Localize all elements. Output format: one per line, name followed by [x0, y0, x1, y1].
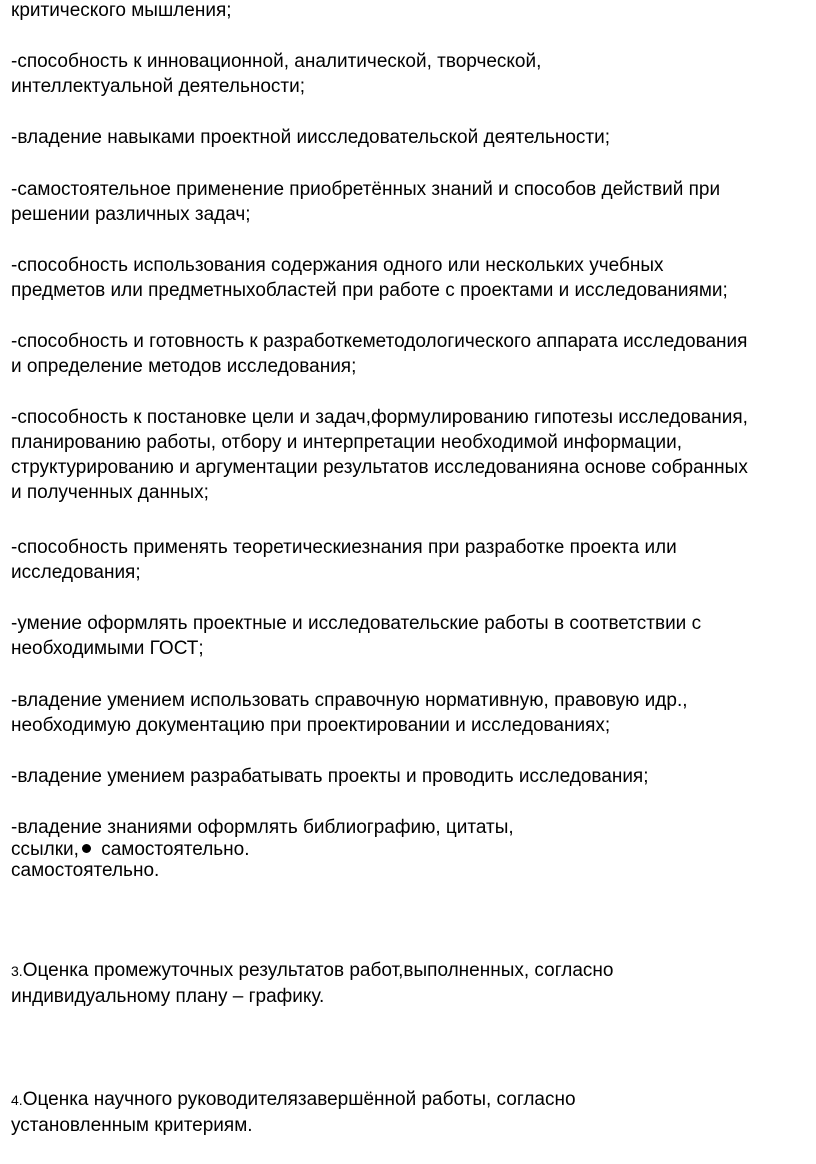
text-line: -владение навыками проектной иисследовательской деятельности;	[11, 127, 611, 148]
item-4-supervisor-assessment	[11, 1087, 811, 1138]
text-line: интеллектуальной деятельности;	[11, 76, 306, 97]
text-line: решении различных задач;	[11, 204, 251, 225]
paragraph-knowledge-application	[11, 177, 811, 227]
paragraph-critical-thinking	[11, 0, 811, 23]
text-line: Оценка научного руководителязавершённой работы, согласно	[22, 1089, 576, 1110]
paragraph-subject-content	[11, 253, 811, 303]
paragraph-goal-setting	[11, 405, 811, 505]
paragraph-project-development	[11, 764, 811, 789]
text-line: -владение умением разрабатывать проекты и проводить исследования;	[11, 766, 649, 787]
text-line: индивидуальному плану – графику.	[11, 986, 325, 1007]
text-line: планированию работы, отбору и интерпретации необходимой информации,	[11, 432, 683, 453]
paragraph-theory-application	[11, 535, 811, 585]
text-line: критического мышления;	[11, 0, 232, 21]
text-line: установленным критериям.	[11, 1115, 253, 1136]
text-line: предметов или предметныхобластей при работе с проектами и исследованиями;	[11, 280, 728, 301]
text-line: -владение умением использовать справочную нормативную, правовую идр.,	[11, 690, 688, 711]
text-line: -способность к инновационной, аналитической, творческой,	[11, 51, 542, 72]
item-number: 3.	[11, 963, 23, 979]
text-fragment: самостоятельно.	[95, 839, 250, 860]
text-line: необходимыми ГОСТ;	[11, 638, 204, 659]
paragraph-gost-formatting	[11, 611, 811, 661]
paragraph-innovation-ability	[11, 49, 811, 99]
item-number: 4.	[11, 1092, 23, 1108]
paragraph-bibliography	[11, 816, 811, 881]
text-line: Оценка промежуточных результатов работ,выполненных, согласно	[22, 960, 614, 981]
text-line: самостоятельно.	[11, 860, 160, 881]
text-line: -самостоятельное применение приобретённых знаний и способов действий при	[11, 179, 721, 200]
paragraph-methodology	[11, 329, 811, 379]
text-line: и определение методов исследования;	[11, 356, 357, 377]
text-line: -способность к постановке цели и задач,формулированию гипотезы исследования,	[11, 407, 748, 428]
bullet-dot-icon	[82, 844, 91, 853]
text-line: и полученных данных;	[11, 482, 209, 503]
text-line: структурированию и аргументации результатов исследованияна основе собранных	[11, 457, 748, 478]
text-line: -владение знаниями оформлять библиографию, цитаты,	[11, 817, 514, 838]
paragraph-reference-docs	[11, 688, 811, 738]
text-line: -способность использования содержания одного или нескольких учебных	[11, 255, 664, 276]
text-line: необходимую документацию при проектировании и исследованиях;	[11, 715, 611, 736]
text-line: исследования;	[11, 562, 141, 583]
text-line: -способность и готовность к разработкеметодологического аппарата исследования	[11, 331, 748, 352]
text-fragment: ссылки,	[11, 839, 79, 860]
paragraph-project-skills	[11, 125, 811, 150]
text-line: -способность применять теоретическиезнания при разработке проекта или	[11, 537, 677, 558]
text-line: -умение оформлять проектные и исследовательские работы в соответствии с	[11, 613, 702, 634]
item-3-intermediate-results	[11, 958, 811, 1009]
